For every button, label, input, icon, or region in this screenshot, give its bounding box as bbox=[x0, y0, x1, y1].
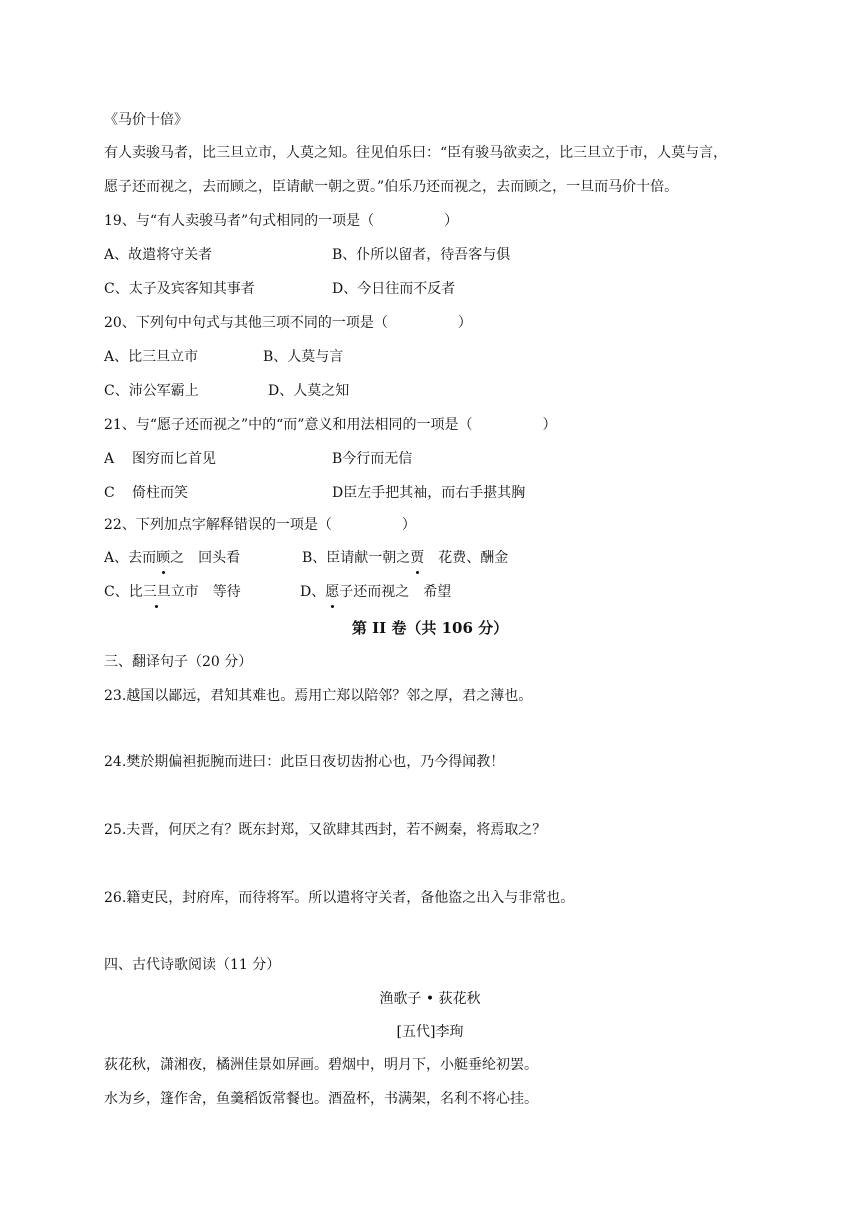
passage-line-1: 有人卖骏马者，比三旦立市，人莫之知。往见伯乐曰：“臣有骏马欲卖之，比三旦立于市，人莫与言， bbox=[104, 145, 728, 161]
q20-stem: 20、下列句中句式与其他三项不同的一项是（ ） bbox=[104, 315, 472, 331]
q22-option-a bbox=[104, 548, 240, 568]
q22-d-prefix: D、 bbox=[300, 584, 326, 600]
poetry-heading: 四、古代诗歌阅读（11 分） bbox=[104, 957, 281, 973]
q22-option-c bbox=[104, 582, 241, 602]
q20-option-b: B、人莫与言 bbox=[263, 349, 344, 365]
q20-option-c: C、沛公军霸上 bbox=[104, 383, 199, 399]
poem-line-2: 水为乡，篷作舍，鱼羹稻饭常餐也。酒盈杯，书满架，名利不将心挂。 bbox=[104, 1091, 538, 1107]
q22-b-suffix: 花费、酬金 bbox=[424, 550, 509, 566]
q19-option-a: A、故遣将守关者 bbox=[104, 247, 213, 263]
q22-a-prefix: A、去而 bbox=[104, 550, 157, 566]
q21-option-c-letter: C bbox=[104, 485, 115, 501]
q26-text: 26.籍吏民，封府库，而待将军。所以遣将守关者，备他盗之出入与非常也。 bbox=[104, 890, 575, 906]
q19-option-d: D、今日往而不反者 bbox=[332, 281, 456, 297]
q22-b-dotted-char: 贾 bbox=[410, 550, 425, 566]
q21-option-d: D臣左手把其袖，而右手揕其胸 bbox=[332, 485, 526, 501]
q21-stem: 21、与“愿子还而视之”中的“而”意义和用法相同的一项是（ ） bbox=[104, 417, 557, 433]
q19-option-c: C、太子及宾客知其事者 bbox=[104, 281, 255, 297]
q20-option-a: A、比三旦立市 bbox=[104, 349, 199, 365]
q22-c-dotted-char: 三旦 bbox=[142, 584, 171, 600]
q19-stem: 19、与“有人卖骏马者”句式相同的一项是（ ） bbox=[104, 213, 459, 229]
q21-option-c: 倚柱而笑 bbox=[132, 485, 188, 501]
q22-option-b bbox=[302, 548, 508, 568]
q20-option-d: D、人莫之知 bbox=[268, 383, 350, 399]
q22-a-dotted-char: 顾 bbox=[156, 550, 171, 566]
q23-text: 23.越国以鄙远，君知其难也。焉用亡郑以陪邻？邻之厚，君之薄也。 bbox=[104, 688, 533, 704]
passage-title: 《马价十倍》 bbox=[104, 112, 188, 128]
q21-option-b: B今行而无信 bbox=[332, 451, 413, 467]
q22-option-d bbox=[300, 582, 451, 602]
q19-option-b: B、仆所以留者，待吾客与俱 bbox=[332, 247, 511, 263]
q22-b-prefix: B、臣请献一朝之 bbox=[302, 550, 411, 566]
poem-author: [五代]李珣 bbox=[396, 1024, 464, 1040]
translate-heading: 三、翻译句子（20 分） bbox=[104, 654, 253, 670]
q25-text: 25.夫晋，何厌之有？既东封郑，又欲肆其西封，若不阙秦，将焉取之？ bbox=[104, 822, 547, 838]
q22-c-suffix: 立市 等待 bbox=[170, 584, 241, 600]
q22-stem: 22、下列加点字解释错误的一项是（ ） bbox=[104, 517, 416, 533]
section-2-heading: 第 II 卷（共 106 分） bbox=[351, 619, 509, 637]
q22-c-prefix: C、比 bbox=[104, 584, 143, 600]
q21-option-a-letter: A bbox=[104, 451, 115, 467]
passage-line-2: 愿子还而视之，去而顾之，臣请献一朝之贾。”伯乐乃还而视之，去而顾之，一旦而马价十倍。 bbox=[104, 179, 679, 195]
poem-title: 渔歌子 • 荻花秋 bbox=[379, 991, 481, 1007]
q24-text: 24.樊於期偏袒扼腕而进曰：此臣日夜切齿拊心也，乃今得闻教！ bbox=[104, 754, 505, 770]
poem-line-1: 荻花秋，潇湘夜，橘洲佳景如屏画。碧烟中，明月下，小艇垂纶初罢。 bbox=[104, 1057, 538, 1073]
q21-option-a: 图穷而匕首见 bbox=[132, 451, 216, 467]
q22-a-suffix: 之 回头看 bbox=[170, 550, 241, 566]
q22-d-dotted-char: 愿 bbox=[325, 584, 340, 600]
q22-d-suffix: 子还而视之 希望 bbox=[339, 584, 452, 600]
